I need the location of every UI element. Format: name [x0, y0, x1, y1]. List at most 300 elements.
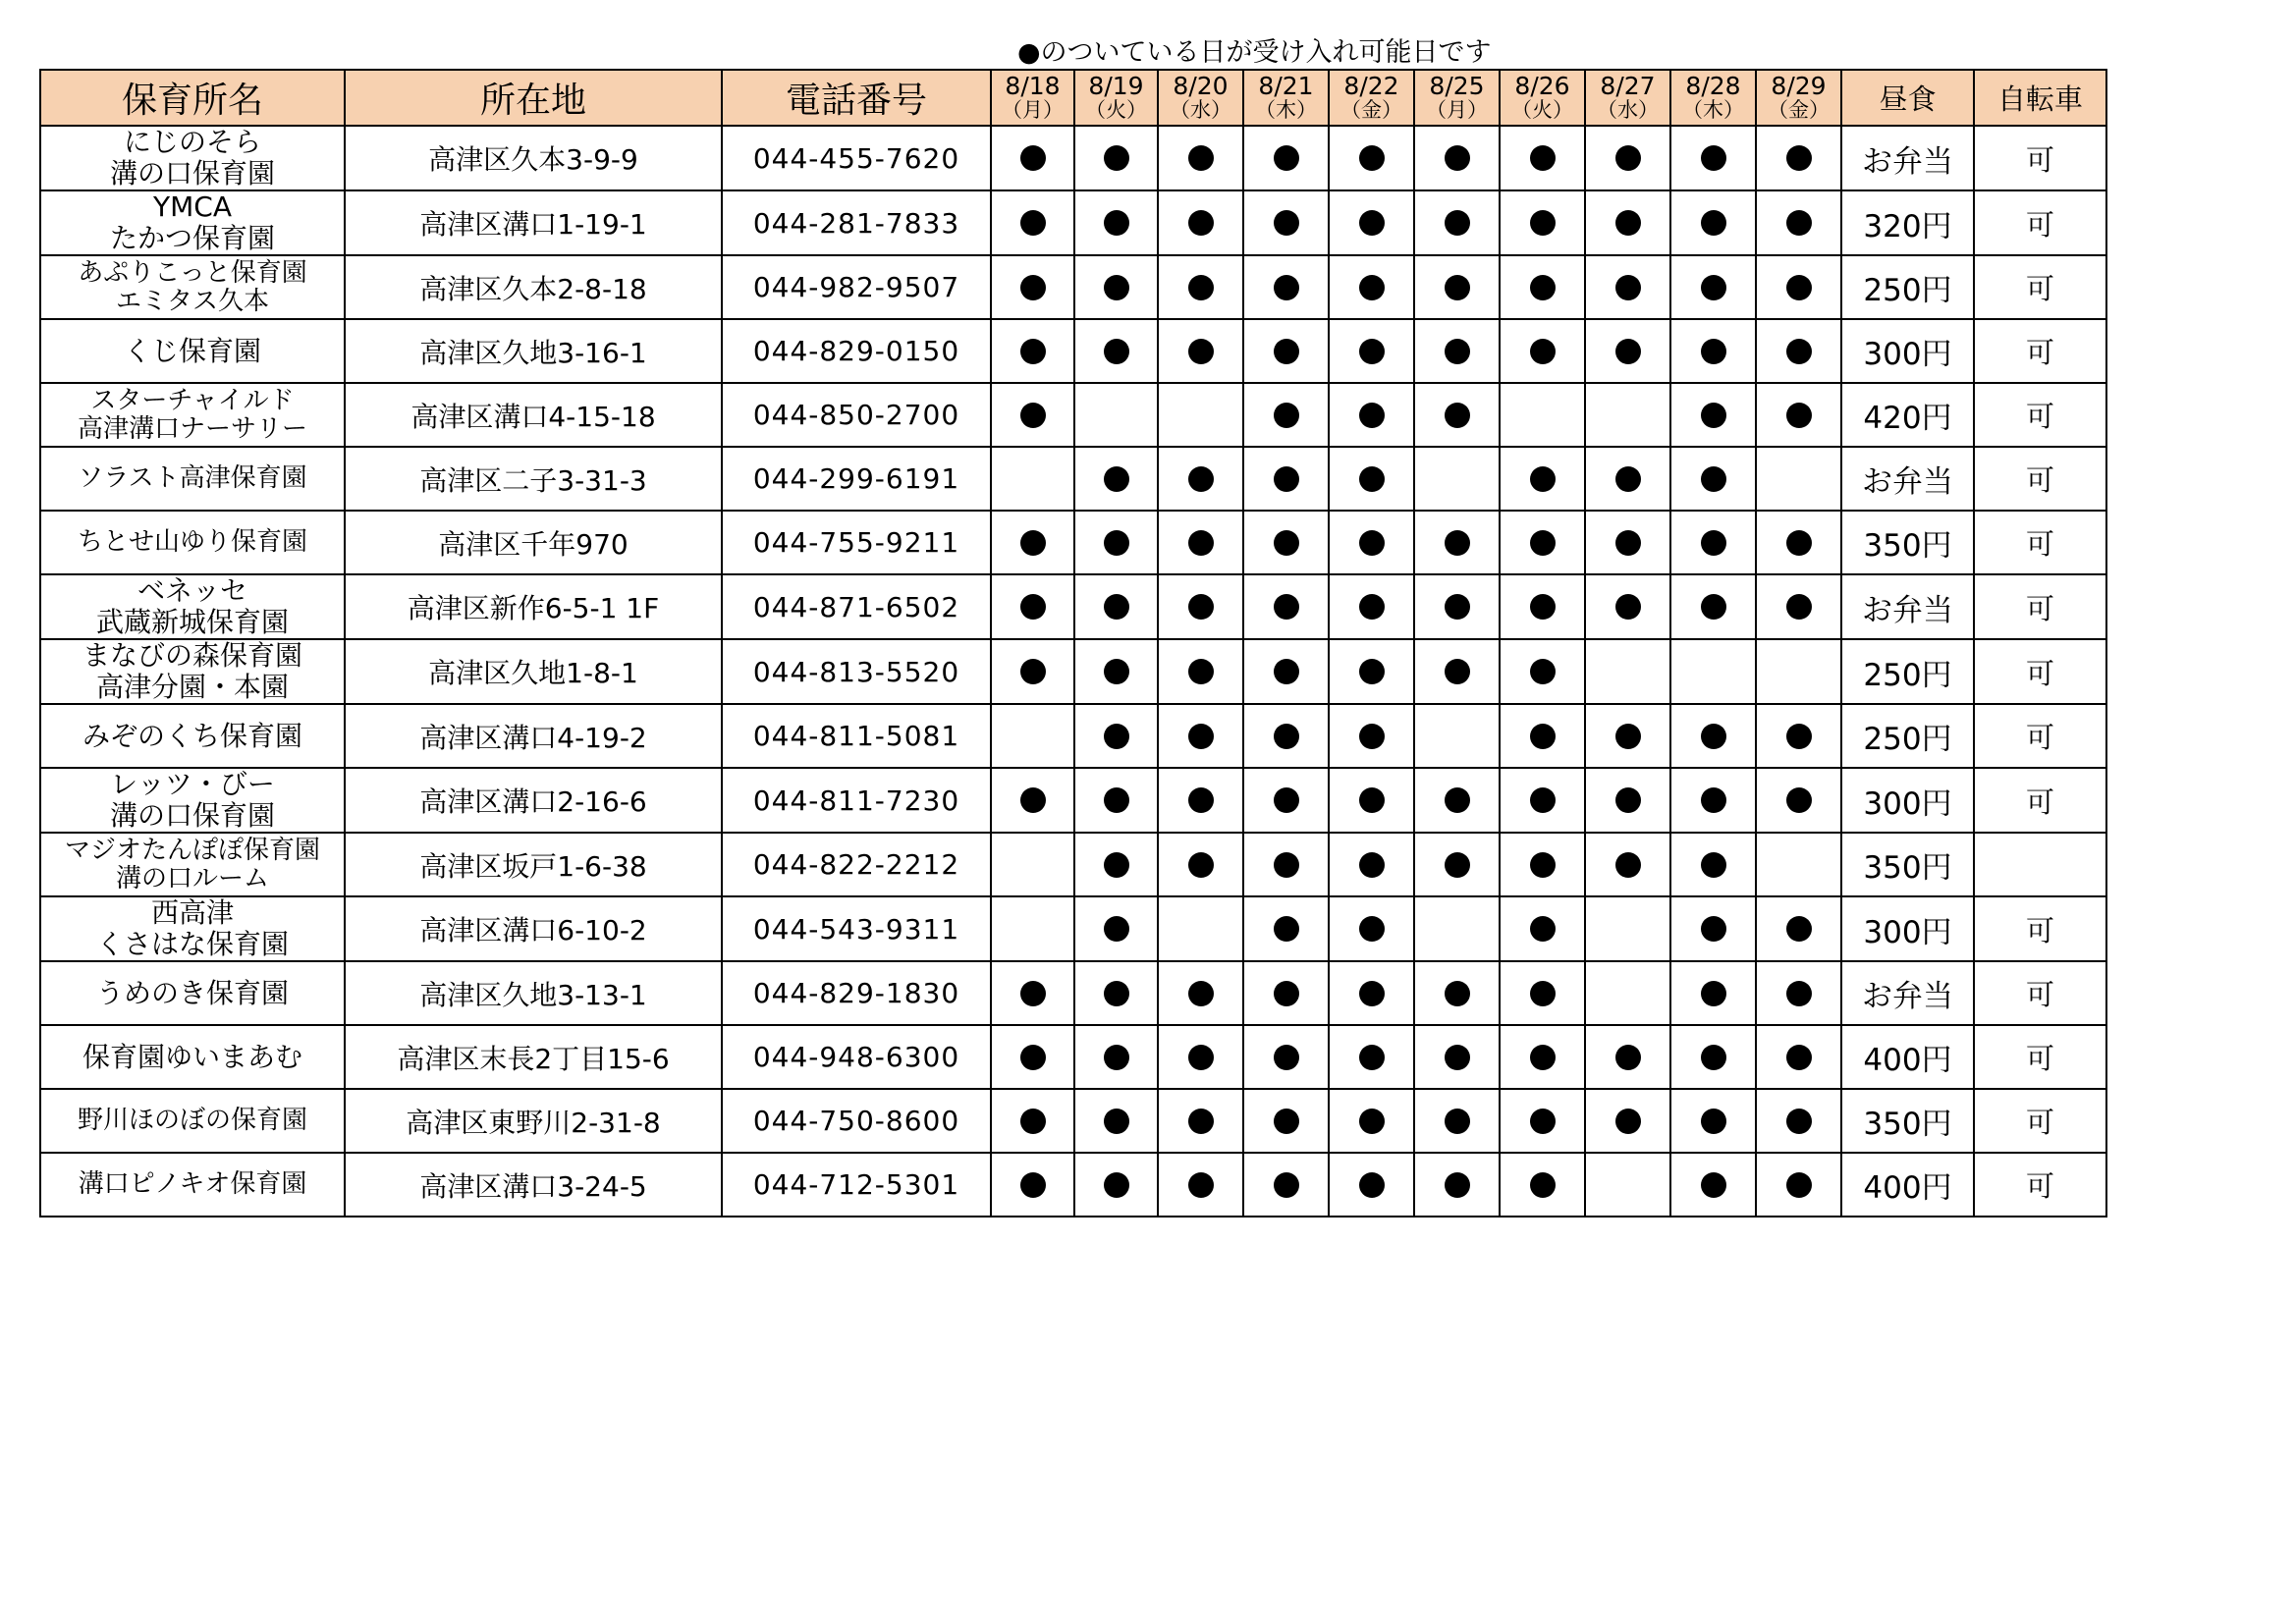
- available-day-cell: [1414, 383, 1500, 447]
- nursery-name-line: ちとせ山ゆり保育園: [77, 527, 307, 557]
- available-dot-icon: [1530, 787, 1556, 813]
- available-day-cell: [991, 574, 1074, 639]
- available-dot-icon: [1445, 659, 1470, 684]
- phone-cell: 044-811-7230: [722, 768, 991, 833]
- available-dot-icon: [1701, 1109, 1726, 1134]
- available-dot-icon: [1786, 275, 1812, 300]
- address-cell: 高津区久地3-13-1: [345, 961, 722, 1025]
- nursery-row: [40, 896, 2106, 961]
- phone-cell: 044-755-9211: [722, 511, 991, 574]
- nursery-name-line: ソラスト高津保育園: [78, 463, 307, 493]
- available-day-cell: [1074, 768, 1158, 833]
- available-dot-icon: [1188, 339, 1214, 364]
- available-dot-icon: [1020, 981, 1046, 1006]
- bicycle-cell: 可: [1974, 574, 2106, 639]
- available-day-cell: [1756, 896, 1841, 961]
- date-header: [1670, 70, 1756, 126]
- available-day-cell: [1414, 1025, 1500, 1089]
- date-label: 8/19: [1088, 71, 1144, 100]
- available-dot-icon: [1020, 1109, 1046, 1134]
- nursery-name-line: 溝の口保育園: [109, 157, 275, 189]
- available-day-cell: [1329, 319, 1414, 383]
- available-day-cell: [1158, 319, 1243, 383]
- weekday-label: （金）: [1340, 97, 1402, 122]
- phone-cell: 044-813-5520: [722, 639, 991, 704]
- available-dot-icon: [1188, 852, 1214, 878]
- available-dot-icon: [1445, 787, 1470, 813]
- available-dot-icon: [1701, 210, 1726, 236]
- weekday-label: （水）: [1170, 97, 1231, 122]
- available-day-cell: [1500, 1089, 1585, 1153]
- available-dot-icon: [1701, 1172, 1726, 1198]
- lunch-cell: 350円: [1841, 511, 1974, 574]
- available-day-cell: [1670, 447, 1756, 511]
- available-day-cell: [1158, 639, 1243, 704]
- available-day-cell: [1329, 190, 1414, 255]
- nursery-name-line: にじのそら: [123, 126, 261, 158]
- available-dot-icon: [1615, 339, 1641, 364]
- phone-cell: 044-299-6191: [722, 447, 991, 511]
- available-dot-icon: [1701, 1045, 1726, 1070]
- nursery-name-cell: [40, 383, 345, 447]
- available-dot-icon: [1020, 403, 1046, 428]
- unavailable-day-cell: [1500, 383, 1585, 447]
- available-dot-icon: [1701, 981, 1726, 1006]
- nursery-row: [40, 833, 2106, 896]
- available-dot-icon: [1274, 210, 1299, 236]
- available-dot-icon: [1359, 466, 1385, 492]
- bicycle-cell: 可: [1974, 639, 2106, 704]
- nursery-name-line: 武蔵新城保育園: [95, 606, 289, 638]
- phone-cell: 044-822-2212: [722, 833, 991, 896]
- nursery-row: [40, 126, 2106, 190]
- available-dot-icon: [1188, 594, 1214, 620]
- available-dot-icon: [1020, 275, 1046, 300]
- address-cell: 高津区溝口4-15-18: [345, 383, 722, 447]
- phone-cell: 044-712-5301: [722, 1153, 991, 1217]
- available-dot-icon: [1274, 916, 1299, 942]
- nursery-name-cell: [40, 639, 345, 704]
- available-day-cell: [1243, 319, 1329, 383]
- unavailable-day-cell: [991, 896, 1074, 961]
- nursery-row: [40, 961, 2106, 1025]
- available-dot-icon: [1359, 145, 1385, 171]
- available-dot-icon: [1445, 981, 1470, 1006]
- available-day-cell: [1243, 704, 1329, 768]
- nursery-row: [40, 1153, 2106, 1217]
- available-dot-icon: [1445, 339, 1470, 364]
- weekday-label: （金）: [1768, 97, 1830, 122]
- header-bicycle: 自転車: [1974, 70, 2106, 126]
- available-day-cell: [1074, 1025, 1158, 1089]
- available-dot-icon: [1786, 210, 1812, 236]
- available-day-cell: [1074, 639, 1158, 704]
- available-dot-icon: [1530, 1109, 1556, 1134]
- available-day-cell: [1585, 319, 1670, 383]
- available-day-cell: [1329, 383, 1414, 447]
- available-dot-icon: [1274, 466, 1299, 492]
- weekday-label: （火）: [1511, 97, 1573, 122]
- lunch-cell: 300円: [1841, 768, 1974, 833]
- bicycle-cell: 可: [1974, 190, 2106, 255]
- bicycle-cell: 可: [1974, 383, 2106, 447]
- available-day-cell: [1243, 255, 1329, 319]
- available-day-cell: [1158, 704, 1243, 768]
- nursery-name-cell: [40, 126, 345, 190]
- available-day-cell: [1585, 126, 1670, 190]
- available-dot-icon: [1274, 275, 1299, 300]
- available-dot-icon: [1104, 530, 1129, 556]
- nursery-name-cell: [40, 574, 345, 639]
- available-day-cell: [1670, 1089, 1756, 1153]
- available-day-cell: [991, 768, 1074, 833]
- available-dot-icon: [1020, 1172, 1046, 1198]
- bicycle-cell: 可: [1974, 255, 2106, 319]
- nursery-name-line: まなびの森保育園: [82, 639, 302, 672]
- available-dot-icon: [1530, 530, 1556, 556]
- unavailable-day-cell: [1414, 447, 1500, 511]
- available-dot-icon: [1188, 275, 1214, 300]
- available-dot-icon: [1274, 981, 1299, 1006]
- address-cell: 高津区溝口2-16-6: [345, 768, 722, 833]
- available-dot-icon: [1274, 1172, 1299, 1198]
- unavailable-day-cell: [1158, 383, 1243, 447]
- address-cell: 高津区久本3-9-9: [345, 126, 722, 190]
- available-day-cell: [1074, 1153, 1158, 1217]
- nursery-name-line: 保育園ゆいまあむ: [82, 1040, 302, 1073]
- weekday-label: （月）: [1426, 97, 1488, 122]
- available-day-cell: [1243, 574, 1329, 639]
- available-day-cell: [1243, 896, 1329, 961]
- address-cell: 高津区溝口4-19-2: [345, 704, 722, 768]
- available-day-cell: [1585, 704, 1670, 768]
- header-nursery-name: 保育所名: [40, 70, 345, 126]
- available-day-cell: [1585, 447, 1670, 511]
- available-day-cell: [1158, 574, 1243, 639]
- available-dot-icon: [1188, 1172, 1214, 1198]
- available-dot-icon: [1104, 210, 1129, 236]
- available-day-cell: [991, 255, 1074, 319]
- available-dot-icon: [1445, 852, 1470, 878]
- available-dot-icon: [1701, 339, 1726, 364]
- available-day-cell: [1670, 190, 1756, 255]
- available-day-cell: [1500, 961, 1585, 1025]
- available-dot-icon: [1359, 530, 1385, 556]
- available-dot-icon: [1104, 339, 1129, 364]
- available-dot-icon: [1020, 594, 1046, 620]
- available-day-cell: [1756, 1025, 1841, 1089]
- available-dot-icon: [1274, 403, 1299, 428]
- available-day-cell: [1414, 833, 1500, 896]
- available-day-cell: [1158, 190, 1243, 255]
- available-dot-icon: [1786, 145, 1812, 171]
- unavailable-day-cell: [1756, 447, 1841, 511]
- address-cell: 高津区東野川2-31-8: [345, 1089, 722, 1153]
- available-dot-icon: [1359, 787, 1385, 813]
- phone-cell: 044-811-5081: [722, 704, 991, 768]
- date-header: [1414, 70, 1500, 126]
- available-day-cell: [1074, 896, 1158, 961]
- date-header: [1500, 70, 1585, 126]
- available-day-cell: [1158, 126, 1243, 190]
- nursery-name-cell: [40, 1025, 345, 1089]
- available-dot-icon: [1274, 339, 1299, 364]
- date-label: 8/25: [1429, 71, 1485, 100]
- nursery-name-line: ベネッセ: [137, 574, 247, 607]
- phone-cell: 044-948-6300: [722, 1025, 991, 1089]
- available-dot-icon: [1359, 916, 1385, 942]
- nursery-name-cell: [40, 255, 345, 319]
- available-day-cell: [1670, 768, 1756, 833]
- available-day-cell: [1756, 383, 1841, 447]
- available-day-cell: [1243, 961, 1329, 1025]
- available-day-cell: [1500, 126, 1585, 190]
- available-dot-icon: [1615, 1109, 1641, 1134]
- available-day-cell: [1585, 1089, 1670, 1153]
- unavailable-day-cell: [1074, 383, 1158, 447]
- available-dot-icon: [1274, 1045, 1299, 1070]
- available-dot-icon: [1786, 1172, 1812, 1198]
- available-day-cell: [1329, 574, 1414, 639]
- available-dot-icon: [1530, 466, 1556, 492]
- available-day-cell: [1074, 126, 1158, 190]
- lunch-cell: 350円: [1841, 1089, 1974, 1153]
- weekday-label: （月）: [1002, 97, 1064, 122]
- available-dot-icon: [1359, 403, 1385, 428]
- available-dot-icon: [1359, 1172, 1385, 1198]
- lunch-cell: お弁当: [1841, 574, 1974, 639]
- lunch-cell: 250円: [1841, 255, 1974, 319]
- bicycle-cell: 可: [1974, 319, 2106, 383]
- weekday-label: （火）: [1085, 97, 1147, 122]
- lunch-cell: 250円: [1841, 704, 1974, 768]
- available-dot-icon: [1615, 530, 1641, 556]
- available-day-cell: [1158, 1025, 1243, 1089]
- nursery-schedule-table: [39, 69, 2107, 1217]
- available-dot-icon: [1445, 145, 1470, 171]
- available-dot-icon: [1786, 594, 1812, 620]
- available-dot-icon: [1530, 724, 1556, 749]
- available-day-cell: [1074, 574, 1158, 639]
- available-dot-icon: [1445, 275, 1470, 300]
- available-dot-icon: [1359, 724, 1385, 749]
- available-day-cell: [1670, 255, 1756, 319]
- available-dot-icon: [1530, 852, 1556, 878]
- available-dot-icon: [1188, 145, 1214, 171]
- available-dot-icon: [1701, 724, 1726, 749]
- available-dot-icon: [1104, 787, 1129, 813]
- address-cell: 高津区溝口1-19-1: [345, 190, 722, 255]
- available-dot-icon: [1530, 1172, 1556, 1198]
- header-row: [40, 70, 2106, 126]
- available-day-cell: [1500, 190, 1585, 255]
- available-day-cell: [1414, 319, 1500, 383]
- available-day-cell: [991, 319, 1074, 383]
- available-day-cell: [1329, 833, 1414, 896]
- available-day-cell: [1243, 1089, 1329, 1153]
- available-dot-icon: [1020, 145, 1046, 171]
- available-day-cell: [1158, 768, 1243, 833]
- available-dot-icon: [1020, 210, 1046, 236]
- available-day-cell: [1585, 511, 1670, 574]
- available-dot-icon: [1615, 787, 1641, 813]
- phone-cell: 044-543-9311: [722, 896, 991, 961]
- lunch-cell: 420円: [1841, 383, 1974, 447]
- available-day-cell: [1329, 1153, 1414, 1217]
- available-dot-icon: [1274, 659, 1299, 684]
- available-dot-icon: [1104, 981, 1129, 1006]
- available-day-cell: [1756, 126, 1841, 190]
- available-day-cell: [1500, 1153, 1585, 1217]
- available-dot-icon: [1020, 1045, 1046, 1070]
- phone-cell: 044-829-1830: [722, 961, 991, 1025]
- available-day-cell: [1158, 255, 1243, 319]
- unavailable-day-cell: [1585, 639, 1670, 704]
- available-day-cell: [1074, 961, 1158, 1025]
- date-header: [1074, 70, 1158, 126]
- available-dot-icon: [1188, 724, 1214, 749]
- available-day-cell: [991, 639, 1074, 704]
- available-dot-icon: [1530, 210, 1556, 236]
- available-day-cell: [1414, 574, 1500, 639]
- available-day-cell: [1414, 1153, 1500, 1217]
- available-dot-icon: [1786, 339, 1812, 364]
- date-header: [991, 70, 1074, 126]
- address-cell: 高津区末長2丁目15-6: [345, 1025, 722, 1089]
- available-dot-icon: [1701, 787, 1726, 813]
- available-day-cell: [1414, 639, 1500, 704]
- available-dot-icon: [1188, 659, 1214, 684]
- date-header: [1243, 70, 1329, 126]
- weekday-label: （水）: [1597, 97, 1659, 122]
- available-day-cell: [991, 126, 1074, 190]
- nursery-name-line: 野川ほのぼの保育園: [77, 1106, 307, 1135]
- available-dot-icon: [1359, 339, 1385, 364]
- unavailable-day-cell: [1585, 896, 1670, 961]
- unavailable-day-cell: [1158, 896, 1243, 961]
- lunch-cell: 300円: [1841, 896, 1974, 961]
- available-day-cell: [1243, 1153, 1329, 1217]
- available-dot-icon: [1274, 787, 1299, 813]
- nursery-row: [40, 447, 2106, 511]
- available-day-cell: [1500, 574, 1585, 639]
- date-header: [1585, 70, 1670, 126]
- available-day-cell: [1243, 768, 1329, 833]
- phone-cell: 044-871-6502: [722, 574, 991, 639]
- available-day-cell: [1329, 511, 1414, 574]
- nursery-name-cell: [40, 511, 345, 574]
- phone-cell: 044-829-0150: [722, 319, 991, 383]
- available-day-cell: [1074, 447, 1158, 511]
- available-dot-icon: [1530, 1045, 1556, 1070]
- bicycle-cell: [1974, 833, 2106, 896]
- date-label: 8/20: [1173, 71, 1229, 100]
- available-day-cell: [1074, 255, 1158, 319]
- available-dot-icon: [1359, 852, 1385, 878]
- available-day-cell: [1756, 704, 1841, 768]
- nursery-row: [40, 1025, 2106, 1089]
- available-dot-icon: [1530, 916, 1556, 942]
- nursery-name-line: マジオたんぽぽ保育園: [64, 835, 320, 865]
- date-label: 8/27: [1600, 71, 1656, 100]
- nursery-name-line: YMCA: [153, 190, 232, 223]
- available-day-cell: [1585, 833, 1670, 896]
- nursery-name-line: 溝の口保育園: [109, 799, 275, 832]
- nursery-name-line: 高津溝口ナーサリー: [77, 413, 307, 444]
- bicycle-cell: 可: [1974, 704, 2106, 768]
- available-day-cell: [1670, 896, 1756, 961]
- available-day-cell: [1500, 447, 1585, 511]
- available-dot-icon: [1445, 1045, 1470, 1070]
- lunch-cell: お弁当: [1841, 126, 1974, 190]
- available-day-cell: [1074, 1089, 1158, 1153]
- header-phone: 電話番号: [722, 70, 991, 126]
- available-day-cell: [1756, 511, 1841, 574]
- date-label: 8/21: [1258, 71, 1314, 100]
- available-day-cell: [1670, 1153, 1756, 1217]
- available-day-cell: [1329, 255, 1414, 319]
- nursery-name-line: 高津分園・本園: [95, 671, 289, 703]
- address-cell: 高津区久地1-8-1: [345, 639, 722, 704]
- unavailable-day-cell: [1670, 639, 1756, 704]
- date-label: 8/18: [1005, 71, 1061, 100]
- available-dot-icon: [1615, 852, 1641, 878]
- available-dot-icon: [1701, 916, 1726, 942]
- available-dot-icon: [1104, 1109, 1129, 1134]
- available-day-cell: [1500, 255, 1585, 319]
- weekday-label: （木）: [1682, 97, 1744, 122]
- available-day-cell: [1500, 768, 1585, 833]
- available-dot-icon: [1104, 852, 1129, 878]
- available-day-cell: [1585, 574, 1670, 639]
- available-dot-icon: [1701, 403, 1726, 428]
- available-day-cell: [991, 1025, 1074, 1089]
- available-dot-icon: [1274, 852, 1299, 878]
- unavailable-day-cell: [1585, 961, 1670, 1025]
- weekday-label: （木）: [1255, 97, 1317, 122]
- nursery-row: [40, 1089, 2106, 1153]
- available-day-cell: [1756, 255, 1841, 319]
- available-day-cell: [991, 511, 1074, 574]
- bicycle-cell: 可: [1974, 768, 2106, 833]
- bicycle-cell: 可: [1974, 126, 2106, 190]
- date-header: [1158, 70, 1243, 126]
- available-day-cell: [1329, 704, 1414, 768]
- available-day-cell: [1500, 639, 1585, 704]
- available-day-cell: [1500, 896, 1585, 961]
- address-cell: 高津区千年970: [345, 511, 722, 574]
- available-day-cell: [1585, 768, 1670, 833]
- available-dot-icon: [1786, 1045, 1812, 1070]
- available-dot-icon: [1701, 594, 1726, 620]
- nursery-name-line: あぷりこっと保育園: [78, 257, 307, 288]
- available-dot-icon: [1274, 1109, 1299, 1134]
- address-cell: 高津区二子3-31-3: [345, 447, 722, 511]
- available-day-cell: [1670, 574, 1756, 639]
- nursery-name-line: 溝口ピノキオ保育園: [78, 1169, 307, 1199]
- available-dot-icon: [1445, 403, 1470, 428]
- nursery-row: [40, 255, 2106, 319]
- address-cell: 高津区溝口6-10-2: [345, 896, 722, 961]
- bicycle-cell: 可: [1974, 511, 2106, 574]
- nursery-name-line: 西高津: [150, 896, 234, 929]
- available-dot-icon: [1615, 145, 1641, 171]
- nursery-name-line: みぞのくち保育園: [82, 719, 302, 752]
- nursery-name-cell: [40, 896, 345, 961]
- available-day-cell: [1243, 833, 1329, 896]
- available-dot-icon: [1530, 659, 1556, 684]
- schedule-body: [40, 126, 2106, 1217]
